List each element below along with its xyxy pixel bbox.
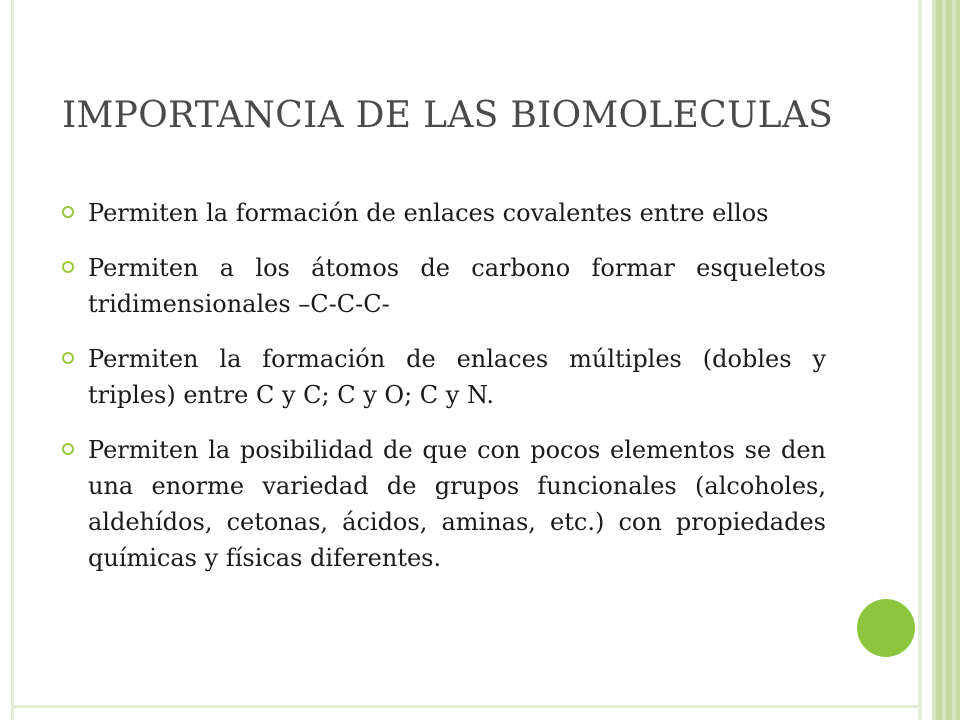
decorative-green-circle: [857, 599, 915, 657]
bullet-item: [62, 432, 826, 576]
decorative-stripe: [956, 0, 960, 720]
bullet-item: [62, 250, 826, 322]
bullet-list: [62, 195, 826, 595]
slide-title: IMPORTANCIA DE LAS BIOMOLECULAS: [62, 95, 834, 136]
bullet-circle-icon: [62, 443, 74, 455]
frame-bottom-line: [11, 705, 921, 708]
bullet-text: Permiten la posibilidad de que con pocos elementos se den una enorme variedad de grupos funcionales (alcoholes, aldehídos, cetonas, ácidos, aminas, etc.) con propiedades químicas y físicas diferentes.: [88, 436, 826, 572]
decorative-stripe: [936, 0, 942, 720]
bullet-text: Permiten a los átomos de carbono formar esqueletos tridimensionales –C-C-C-: [88, 254, 826, 318]
frame-left-line: [11, 0, 14, 720]
bullet-circle-icon: [62, 206, 74, 218]
bullet-item: [62, 341, 826, 413]
bullet-item: [62, 195, 826, 231]
bullet-text: Permiten la formación de enlaces múltiples (dobles y triples) entre C y C; C y O; C y N.: [88, 345, 826, 409]
bullet-text: Permiten la formación de enlaces covalentes entre ellos: [88, 199, 769, 227]
decorative-stripe: [922, 0, 932, 720]
bullet-circle-icon: [62, 261, 74, 273]
decorative-stripe: [946, 0, 952, 720]
bullet-circle-icon: [62, 352, 74, 364]
